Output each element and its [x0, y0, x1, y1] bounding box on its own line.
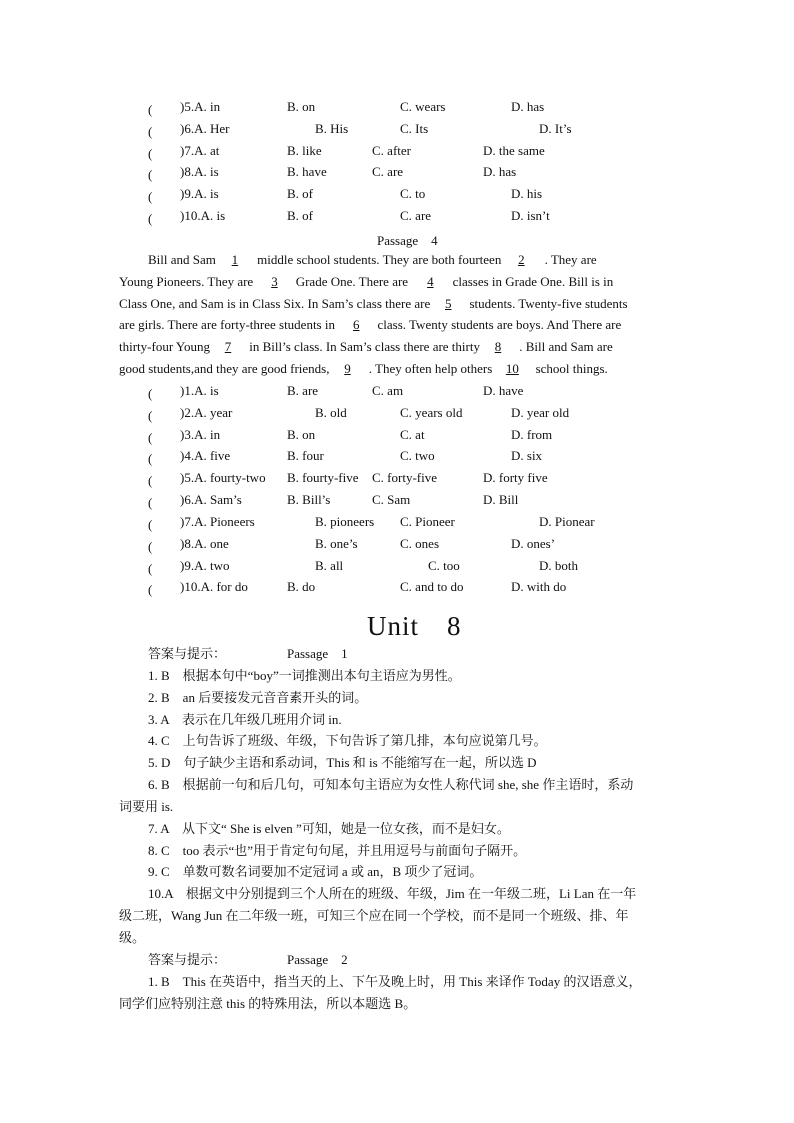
answer-line: 7. A 从下文“ She is elven ”可知，她是一位女孩，而不是妇女。	[148, 821, 510, 836]
unit-title: Unit 8	[367, 611, 462, 641]
passage-line: are girls. There are forty-three students in 6 class. Twenty students are boys. And There are	[119, 317, 622, 332]
answer-line: 级。	[119, 930, 146, 945]
answer-line: 1. B This 在英语中，指当天的上、下午及晚上时，用 This 来译作 Today 的汉语意义，	[148, 974, 642, 989]
answer-line: 5. D 句子缺少主语和系动词，This 和 is 不能缩写在一起，所以选 D	[148, 755, 537, 770]
answer-line: 9. C 单数可数名词要加不定冠词 a 或 an，B 项少了冠词。	[148, 864, 483, 879]
answers-header: 答案与提示：	[148, 646, 227, 661]
answers-passage-label: Passage 2	[287, 952, 348, 967]
answer-line: 3. A 表示在几年级几班用介词 in.	[148, 712, 342, 727]
answer-line: 6. B 根据前一句和后几句，可知本句主语应为女性人称代词 she, she 作主语时，系动	[148, 777, 634, 792]
answers-passage-label: Passage 1	[287, 646, 348, 661]
answer-line: 级二班，Wang Jun 在二年级一班，可知三个应在同一个学校，而不是同一个班级、排、年	[119, 908, 629, 923]
answer-line: 同学们应特别注意 this 的特殊用法，所以本题选 B。	[119, 996, 417, 1011]
answer-line: 1. B 根据本句中“boy”一词推测出本句主语应为男性。	[148, 668, 461, 683]
answers-header: 答案与提示：	[148, 952, 227, 967]
answer-line: 10.A 根据文中分别提到三个人所在的班级、年级，Jim 在一年级二班，Li Lan 在一年	[148, 886, 637, 901]
answer-line: 4. C 上句告诉了班级、年级，下句告诉了第几排，本句应说第几号。	[148, 733, 547, 748]
passage-line: thirty-four Young 7 in Bill’s class. In Sam’s class there are thirty 8 . Bill and Sam are	[119, 339, 613, 354]
answer-line: 8. C too 表示“也”用于肯定句句尾，并且用逗号与前面句子隔开。	[148, 843, 527, 858]
document-page: ( )5.A. in B. on C. wears D. has ( )6.A. Her B. His C. Its D. It’s ( )7.A. at B. like C. after D. the same ( )8.A. is B. have C. are D. has ( )9.A. is B. of C. to D. his ( )10.A. is B. of C. are D. isn’t Passage 4 Bill and Sam 1 middle school students. They are both fourteen 2 . They are Young Pioneers. They are 3 Grade One. There are 4 classes in Grade One. Bill is in Class One, and Sam is in Class Six. In Sam’s class there are 5 students. Twenty-five students are girls. There are forty-three students in 6 class. Twenty students are boys. And There are thirty-four Young 7 in Bill’s class. In Sam’s class there are thirty 8 . Bill and Sam are good students,and they are good friends, 9 . They often help others 10 school things. ( )1.A. is B. are C. am D. have ( )2.A. year B. old C. years old D. year old ( )3.A. in B. on C. at D. from ( )4.A. five B. four C. two D. six ( )5.A. fourty-two B. fourty-five C. forty-five D. forty five ( )6.A. Sam’s B. Bill’s C. Sam D. Bill ( )7.A. Pioneers B. pioneers C. Pioneer D. Pionear ( )8.A. one B. one’s C. ones D. ones’ ( )9.A. two B. all C. too D. both ( )10.A. for do B. do C. and to do D. with do Unit 8 答案与提示： Passage 1 1. B 根据本句中“boy”一词推测出本句主语应为男性。 2. B an 后要接发元音音素开头的词。 3. A 表示在几年级几班用介词 in. 4. C 上句告诉了班级、年级，下句告诉了第几排，本句应说第几号。 5. D 句子缺少主语和系动词，This 和 is 不能缩写在一起，所以选 D 6. B 根据前一句和后几句，可知本句主语应为女性人称代词 she, she 作主语时，系动 词要用 is. 7. A 从下文“ She is elven ”可知，她是一位女孩，而不是妇女。 8. C too 表示“也”用于肯定句句尾，并且用逗号与前面句子隔开。 9. C 单数可数名词要加不定冠词 a 或 an，B 项少了冠词。 10.A 根据文中分别提到三个人所在的班级、年级，Jim 在一年级二班，Li Lan 在一年 级二班，Wang Jun 在二年级一班，可知三个应在同一个学校，而不是同一个班级、排、年 级。 答案与提示： Passage 2 1. B This 在英语中，指当天的上、下午及晚上时，用 This 来译作 Today 的汉语意义， 同学们应特别注意 this 的特殊用法，所以本题选 B。	[119, 99, 642, 1011]
passage-line: good students,and they are good friends, 9 . They often help others 10 school things.	[119, 361, 608, 376]
passage-line: Bill and Sam 1 middle school students. They are both fourteen 2 . They are	[148, 252, 597, 267]
answer-line: 2. B an 后要接发元音音素开头的词。	[148, 690, 368, 705]
passage-title: Passage 4	[377, 233, 438, 248]
passage-line: Young Pioneers. They are 3 Grade One. There are 4 classes in Grade One. Bill is in	[119, 274, 614, 289]
answer-line: 词要用 is.	[119, 799, 174, 814]
passage-line: Class One, and Sam is in Class Six. In Sam’s class there are 5 students. Twenty-five students	[119, 296, 628, 311]
